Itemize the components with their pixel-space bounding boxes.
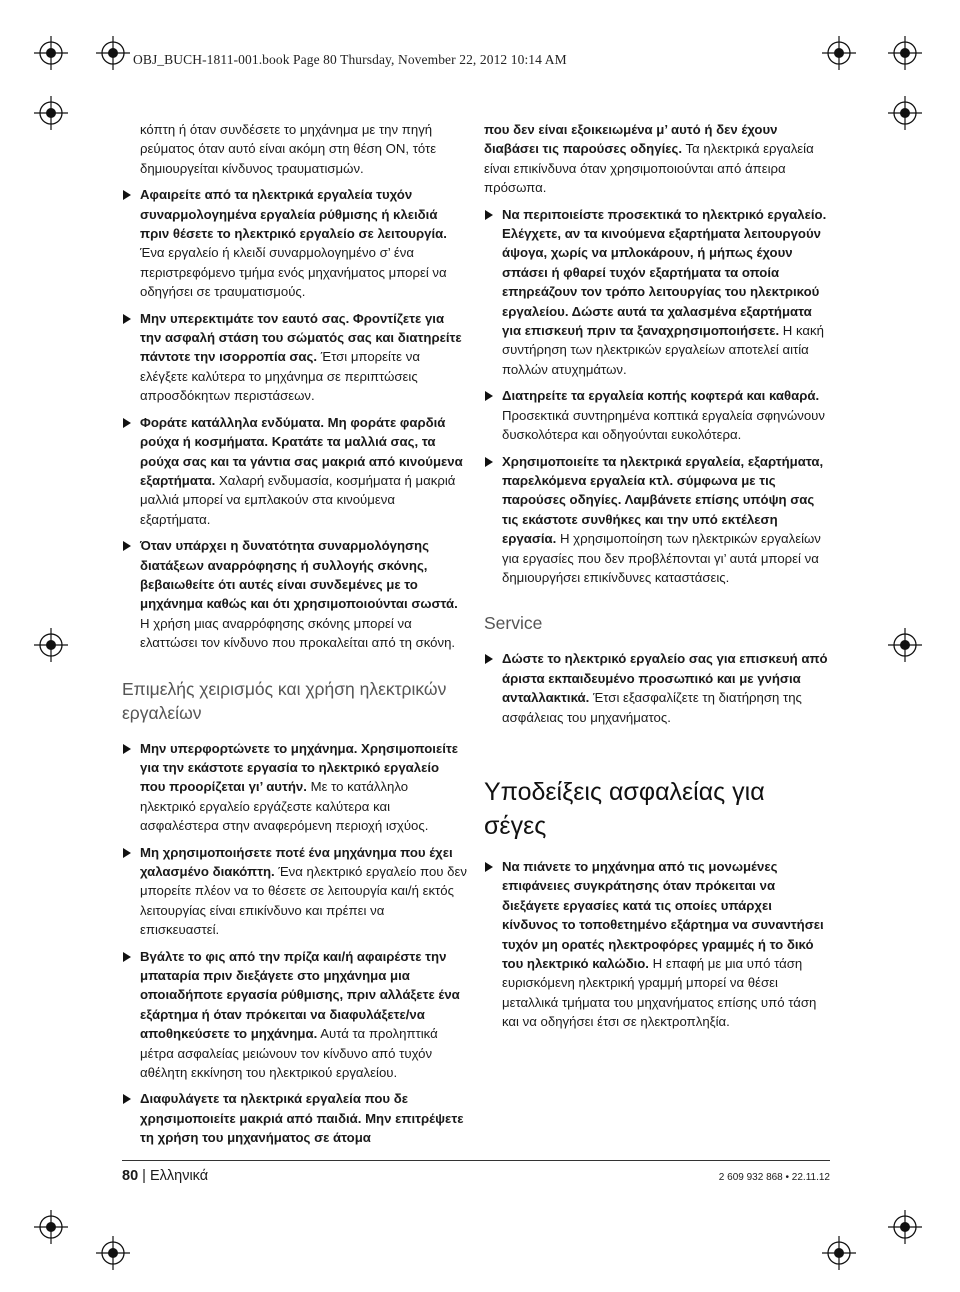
registration-mark-icon [96,1236,130,1270]
list-item: Μην υπερφορτώνετε το μηχάνημα. Χρησιμοποιείτε για την εκάστοτε εργασία το ηλεκτρικό εργαλείο που προορίζεται γι’ αυτήν. Με το κατάλληλο ηλεκτρικό εργαλείο εργάζεστε καλύτερα και ασφαλέστερα στην αναφερόμενη περιοχή ισχύος. [122,739,467,836]
list-item: Να περιποιείστε προσεκτικά το ηλεκτρικό εργαλείο. Ελέγχετε, αν τα κινούμενα εξαρτήματα λειτουργούν άψογα, χωρίς να μπλοκάρουν, ή μήπως έχουν σπάσει ή φθαρεί τυχόν εξαρτήματα τα οποία επηρεάζουν τον τρόπο λειτουργίας του ηλεκτρικού εργαλείου. Δώστε αυτά τα χαλασμένα εξαρτήματα για επισκευή πριν τα ξαναχρησιμοποιήσετε. Η κακή συντήρηση των ηλεκτρικών εργαλείων αποτελεί αιτία πολλών ατυχημάτων. [484,205,829,380]
bullet-arrow-icon [485,210,493,220]
registration-mark-icon [888,36,922,70]
bullet-arrow-icon [123,744,131,754]
registration-mark-icon [34,36,68,70]
registration-mark-icon [822,36,856,70]
list-item: Βγάλτε το φις από την πρίζα και/ή αφαιρέστε την μπαταρία πριν διεξάγετε στο μηχάνημα μια οποιαδήποτε εργασία ρύθμισης, πριν αλλάξετε ένα εξάρτημα ή όταν πρόκειται να διαφυλάξετε/να αποθηκεύσετε το μηχάνημα. Αυτά τα προληπτικά μέτρα ασφαλείας μειώνουν τον κίνδυνο από τυχόν αθέλητη εκκίνηση του ηλεκτρικού εργαλείου. [122,947,467,1083]
registration-mark-icon [34,628,68,662]
list-item: Να πιάνετε το μηχάνημα από τις μονωμένες επιφάνειες συγκράτησης όταν πρόκειται να διεξάγετε εργασίες κατά τις οποίες υπάρχει κίνδυνος το τοποθετημένο εξάρτημα να συναντήσει τυχόν μη ορατές ηλεκτροφόρες γραμμές ή το δικό του ηλεκτρικό καλώδιο. Η επαφή με μια υπό τάση ευρισκόμενη ηλεκτρική γραμμή μπορεί να θέσει μεταλλικά τμήματα του μηχανήματος επίσης υπό τάση και να οδηγήσει έτσι σε ηλεκτροπληξία. [484,857,829,1032]
list-item: Χρησιμοποιείτε τα ηλεκτρικά εργαλεία, εξαρτήματα, παρελκόμενα εργαλεία κτλ. σύμφωνα με τις παρούσες οδηγίες. Λαμβάνετε επίσης υπόψη σας τις εκάστοτε συνθήκες και την υπό εκτέλεση εργασία. Η χρησιμοποίηση των ηλεκτρικών εργαλείων για εργασίες που δεν προβλέπονται γι’ αυτά μπορεί να δημιουργήσει επικίνδυνες καταστάσεις. [484,452,829,588]
bullet-arrow-icon [123,952,131,962]
list-item: Μην υπερεκτιμάτε τον εαυτό σας. Φροντίζετε για την ασφαλή στάση του σώματός σας και διατηρείτε πάντοτε την ισορροπία σας. Έτσι μπορείτε να ελέγξετε καλύτερα το μηχάνημα σε περιπτώσεις απροσδόκητων περιστάσεων. [122,309,467,406]
bullet-arrow-icon [485,391,493,401]
bullet-arrow-icon [485,457,493,467]
bullet-arrow-icon [123,418,131,428]
intro-paragraph: κόπτη ή όταν συνδέσετε το μηχάνημα με την πηγή ρεύματος όταν αυτό είναι ακόμη στη θέση ON, τότε δημιουργείται κίνδυνος τραυματισμών. [140,122,437,176]
section-heading: Επιμελής χειρισμός και χρήση ηλεκτρικών εργαλείων [122,678,447,723]
list-item: Αφαιρείτε από τα ηλεκτρικά εργαλεία τυχόν συναρμολογημένα εργαλεία ρύθμισης ή κλειδιά πριν θέσετε το ηλεκτρικό εργαλείο σε λειτουργία. Ένα εργαλείο ή κλειδί συναρμολογημένο σ’ ένα περιστρεφόμενο τμήμα ενός μηχανήματος μπορεί να οδηγήσει σε τραυματισμούς. [122,185,467,301]
list-item: Φοράτε κατάλληλα ενδύματα. Μη φοράτε φαρδιά ρούχα ή κοσμήματα. Κρατάτε τα μαλλιά σας, τα ρούχα σας και τα γάντια σας μακριά από κινούμενα εξαρτήματα. Χαλαρή ενδυμασία, κοσμήματα ή μακριά μαλλιά μπορεί να εμπλακούν στα κινούμενα εξαρτήματα. [122,413,467,529]
bullet-arrow-icon [123,1094,131,1104]
right-column [484,120,829,1039]
registration-mark-icon [34,96,68,130]
bullet-arrow-icon [123,848,131,858]
bullet-arrow-icon [485,862,493,872]
book-header: OBJ_BUCH-1811-001.book Page 80 Thursday, November 22, 2012 10:14 AM [133,52,567,67]
bullet-arrow-icon [123,190,131,200]
service-heading: Service [484,613,543,634]
registration-mark-icon [822,1236,856,1270]
list-item: Δώστε το ηλεκτρικό εργαλείο σας για επισκευή από άριστα εκπαιδευμένο προσωπικό και με γνήσια ανταλλακτικά. Έτσι εξασφαλίζετε τη διατήρηση της ασφάλειας του μηχανήματος. [484,649,829,727]
left-column [122,120,467,1155]
footer-language: Ελληνικά [149,1168,209,1184]
bullet-arrow-icon [123,314,131,324]
saw-safety-heading: Υποδείξεις ασφαλείας για σέγες [484,777,765,840]
continued-paragraph: που δεν είναι εξοικειωμένα μ’ αυτό ή δεν έχουν διαβάσει τις παρούσες οδηγίες. Τα ηλεκτρικά εργαλεία είναι επικίνδυνα όταν χρησιμοποιούνται από άπειρα πρόσωπα. [484,122,814,196]
registration-mark-icon [888,96,922,130]
list-item: Μη χρησιμοποιήσετε ποτέ ένα μηχάνημα που έχει χαλασμένο διακόπτη. Ένα ηλεκτρικό εργαλείο που δεν μπορείτε πλέον να το θέσετε σε λειτουργία και/ή εκτός λειτουργίας είναι επικίνδυνο και πρέπει να επισκευαστεί. [122,843,467,940]
bullet-arrow-icon [123,541,131,551]
bullet-arrow-icon [485,654,493,664]
footer-code: 2 609 932 868 • 22.11.12 [718,1172,830,1183]
registration-mark-icon [888,1210,922,1244]
registration-mark-icon [96,36,130,70]
registration-mark-icon [34,1210,68,1244]
footer-separator: | [142,1168,150,1184]
footer-page-info [122,1168,208,1184]
list-item: Όταν υπάρχει η δυνατότητα συναρμολόγησης διατάξεων αναρρόφησης ή συλλογής σκόνης, βεβαιωθείτε ότι αυτές είναι συνδεμένες με το μηχάνημα καθώς και ότι χρησιμοποιούνται σωστά. Η χρήση μιας αναρρόφησης σκόνης μπορεί να ελαττώσει τον κίνδυνο που προκαλείται από τη σκόνη. [122,536,467,652]
footer-divider [122,1160,830,1161]
registration-mark-icon [888,628,922,662]
list-item: Διατηρείτε τα εργαλεία κοπής κοφτερά και καθαρά. Προσεκτικά συντηρημένα κοπτικά εργαλεία σφηνώνουν δυσκολότερα και οδηγούνται ευκολότερα. [484,386,829,444]
page-number: 80 [122,1168,139,1184]
list-item: Διαφυλάγετε τα ηλεκτρικά εργαλεία που δε χρησιμοποιείτε μακριά από παιδιά. Μην επιτρέψετε τη χρήση του μηχανήματος σε άτομα [122,1089,467,1147]
